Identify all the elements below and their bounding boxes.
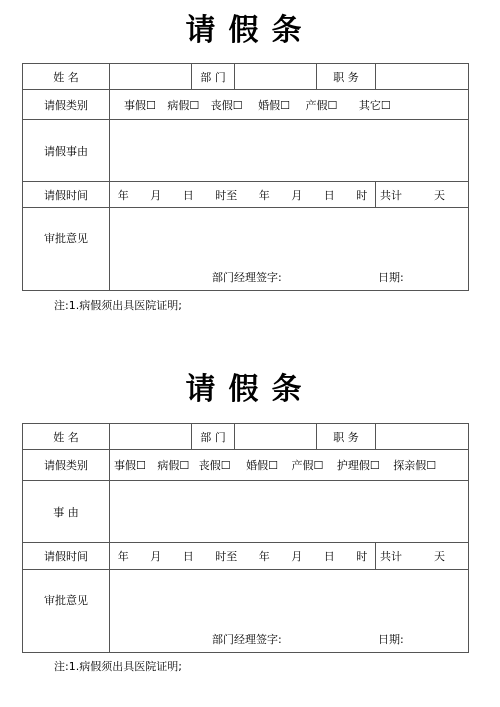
time-range-field[interactable] (110, 182, 376, 208)
form-title: 请假条 (185, 372, 315, 407)
time-unit: 月 (150, 188, 162, 202)
leave-type-checkbox[interactable]: 丧假☐ (210, 98, 243, 112)
manager-sign-label: 部门经理签字: (212, 271, 282, 284)
leave-type-checkbox[interactable]: 产假☐ (291, 459, 324, 472)
time-unit: 时至 (215, 550, 238, 563)
dept-field[interactable] (235, 424, 317, 450)
time-unit: 时 (356, 550, 368, 563)
date-label: 日期: (378, 633, 404, 646)
leave-type-checkbox[interactable]: 病假☐ (157, 459, 190, 472)
time-label: 请假时间 (23, 543, 110, 570)
time-unit: 年 (117, 188, 129, 202)
time-range-field[interactable] (110, 543, 376, 570)
leave-type-checkbox[interactable]: 事假☐ (114, 459, 146, 472)
leave-type-options (110, 450, 469, 481)
name-field[interactable] (110, 424, 192, 450)
time-unit: 时 (356, 188, 368, 202)
manager-sign-label: 部门经理签字: (212, 633, 282, 646)
date-label: 日期: (378, 271, 404, 284)
leave-type-checkbox[interactable]: 病假☐ (167, 98, 200, 112)
total-unit: 天 (434, 188, 445, 202)
total-days-field[interactable] (376, 182, 469, 208)
position-label: 职 务 (317, 424, 376, 450)
time-unit: 年 (117, 550, 129, 563)
leave-form-table (22, 63, 469, 291)
form-title: 请假条 (185, 13, 315, 48)
time-unit: 日 (182, 550, 194, 563)
leave-form-table (22, 423, 469, 653)
form-note: 注:1.病假须出具医院证明; (54, 299, 182, 312)
form-note: 注:1.病假须出具医院证明; (54, 660, 182, 673)
approval-label: 审批意见 (23, 208, 110, 291)
position-label: 职 务 (317, 64, 376, 90)
reason-field[interactable] (110, 120, 469, 182)
time-unit: 月 (150, 550, 162, 563)
total-label: 共计 (380, 550, 402, 563)
time-unit: 日 (182, 188, 194, 202)
position-field[interactable] (376, 64, 469, 90)
time-unit: 日 (323, 550, 335, 563)
approval-field[interactable] (110, 208, 469, 291)
reason-field[interactable] (110, 481, 469, 543)
leave-type-checkbox[interactable]: 婚假☐ (258, 98, 290, 112)
total-unit: 天 (434, 550, 445, 563)
leave-type-checkbox[interactable]: 探亲假☐ (393, 459, 437, 472)
name-label: 姓 名 (23, 64, 110, 90)
time-unit: 时至 (215, 188, 238, 202)
leave-type-options (110, 90, 469, 120)
leave-type-label: 请假类别 (23, 450, 110, 481)
leave-type-checkbox[interactable]: 丧假☐ (198, 459, 231, 472)
leave-type-checkbox[interactable]: 事假☐ (124, 98, 156, 112)
leave-type-label: 请假类别 (23, 90, 110, 120)
time-label: 请假时间 (23, 182, 110, 208)
time-unit: 日 (323, 188, 335, 202)
name-label: 姓 名 (23, 424, 110, 450)
leave-type-checkbox[interactable]: 其它☐ (358, 98, 391, 112)
leave-type-checkbox[interactable]: 产假☐ (305, 98, 338, 112)
dept-label: 部 门 (192, 64, 235, 90)
time-unit: 年 (258, 550, 270, 563)
time-unit: 月 (291, 550, 303, 563)
dept-label: 部 门 (192, 424, 235, 450)
reason-label: 事 由 (23, 481, 110, 543)
leave-type-checkbox[interactable]: 护理假☐ (336, 459, 380, 472)
time-unit: 年 (258, 188, 270, 202)
reason-label: 请假事由 (23, 120, 110, 182)
name-field[interactable] (110, 64, 192, 90)
leave-type-checkbox[interactable]: 婚假☐ (246, 459, 278, 472)
total-label: 共计 (380, 188, 402, 202)
approval-label: 审批意见 (23, 570, 110, 653)
approval-field[interactable] (110, 570, 469, 653)
dept-field[interactable] (235, 64, 317, 90)
position-field[interactable] (376, 424, 469, 450)
time-unit: 月 (291, 188, 303, 202)
total-days-field[interactable] (376, 543, 469, 570)
